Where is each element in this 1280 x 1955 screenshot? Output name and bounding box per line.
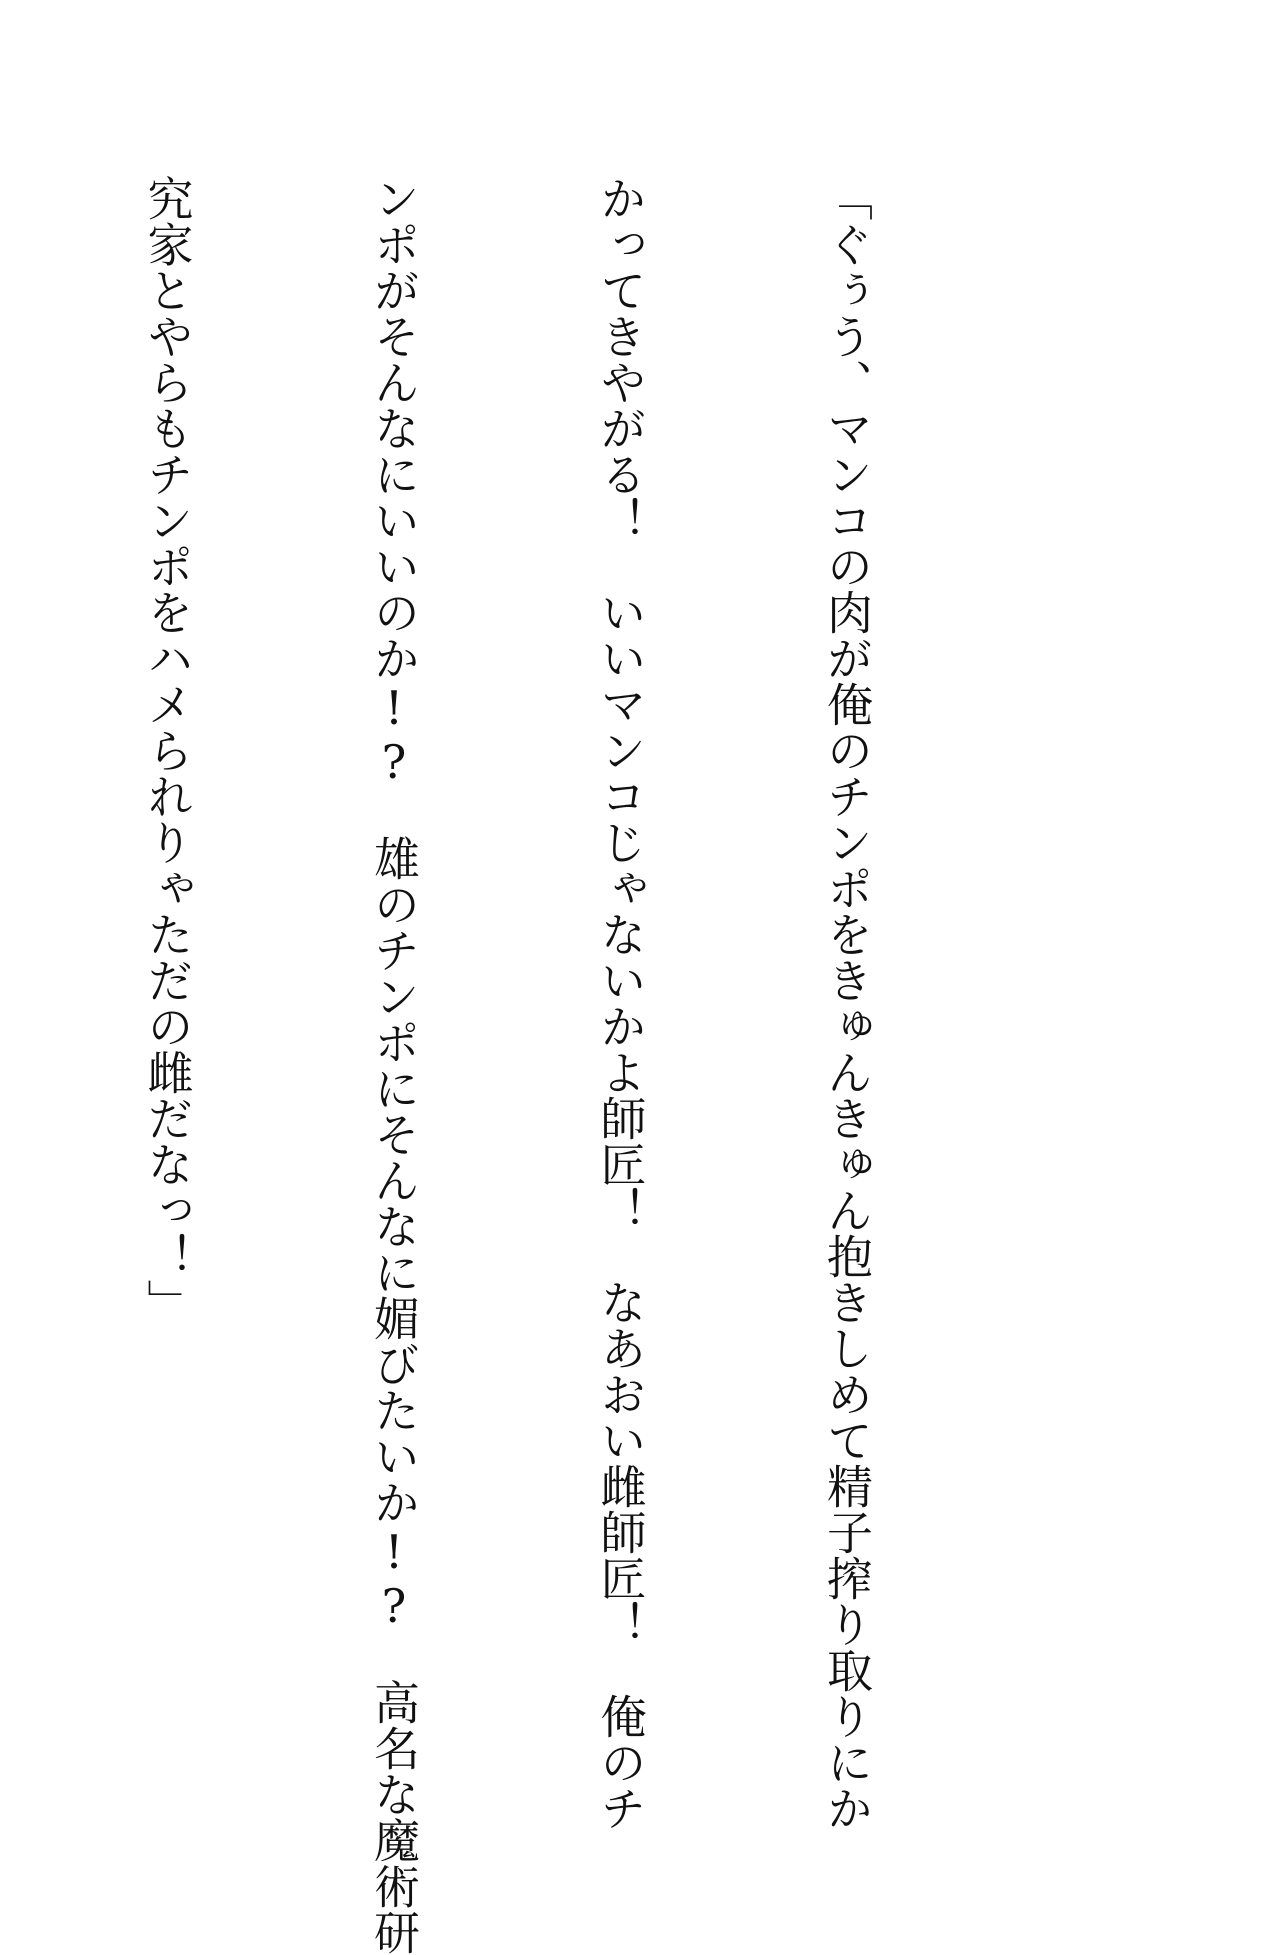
text-line: ンポがそんなにいいのか!? 雄のチンポにそんなに媚びたいか!? 高名な魔術研 xyxy=(367,175,421,1955)
text-line: かってきやがる！ いいマンコじゃないかよ師匠！ なあおい雌師匠！ 俺のチ xyxy=(593,175,648,1831)
text-line: 究家とやらもチンポをハメられりゃただの雌だなっ！」 xyxy=(140,175,195,1325)
vertical-text-block xyxy=(0,175,1035,1955)
text-line: 「ぐぅう、マンコの肉が俺のチンポをきゅんきゅん抱きしめて精子搾り取りにか xyxy=(820,175,874,1831)
